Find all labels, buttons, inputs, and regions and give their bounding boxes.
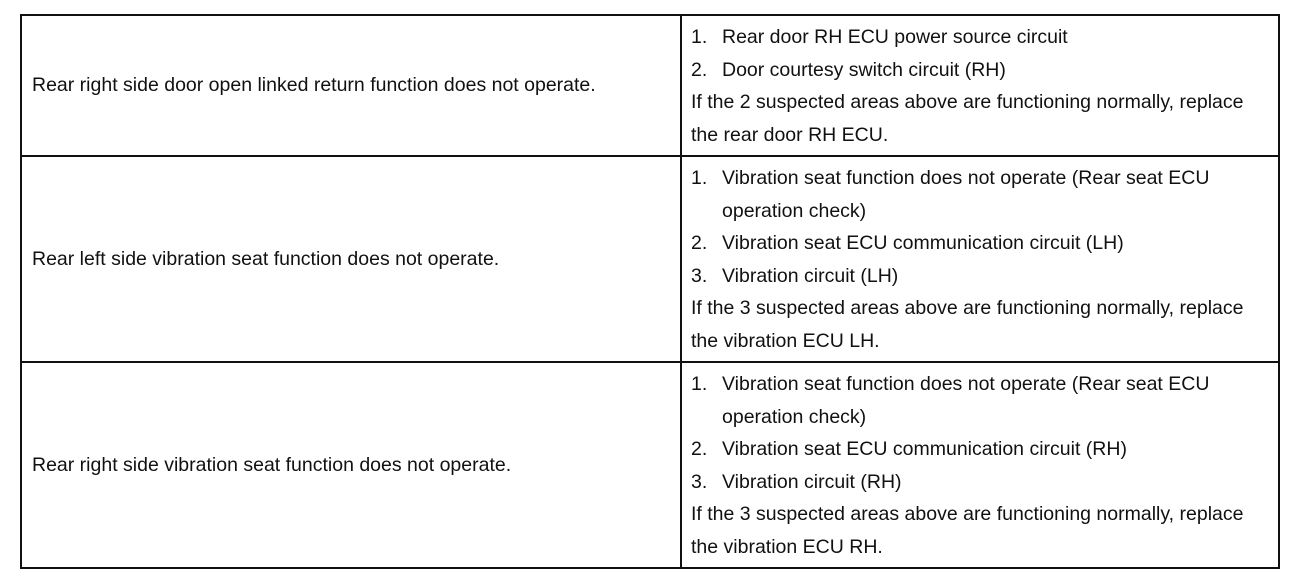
suspected-areas-cell: [681, 15, 1279, 156]
item-number: 2.: [691, 438, 708, 460]
list-item: [691, 21, 1268, 54]
replacement-note: If the 3 suspected areas above are functioning normally, replace the vibration ECU RH.: [691, 503, 1244, 558]
list-item: [691, 162, 1268, 227]
table-row: [21, 156, 1279, 362]
suspected-areas-cell: [681, 156, 1279, 362]
symptom-text: Rear left side vibration seat function does not operate.: [32, 247, 500, 270]
list-item: [691, 54, 1268, 87]
replacement-note: If the 3 suspected areas above are functioning normally, replace the vibration ECU LH.: [691, 297, 1244, 352]
replacement-note: If the 2 suspected areas above are functioning normally, replace the rear door RH ECU.: [691, 91, 1244, 146]
item-number: 2.: [691, 232, 708, 254]
item-text: Vibration circuit (RH): [722, 470, 902, 493]
symptom-text: Rear right side vibration seat function does not operate.: [32, 453, 512, 476]
list-item: [691, 260, 1268, 293]
item-text: Vibration seat function does not operate (Rear seat ECU operation check): [722, 373, 1210, 428]
item-text: Vibration circuit (LH): [722, 264, 899, 287]
symptom-table: [20, 14, 1280, 569]
symptom-cell: [21, 156, 681, 362]
item-text: Door courtesy switch circuit (RH): [722, 58, 1006, 81]
list-item: [691, 433, 1268, 466]
symptom-cell: [21, 15, 681, 156]
item-text: Vibration seat ECU communication circuit (LH): [722, 232, 1124, 254]
item-number: 3.: [691, 470, 708, 493]
list-item: [691, 466, 1268, 499]
item-number: 1.: [691, 26, 708, 48]
symptom-text: Rear right side door open linked return function does not operate.: [32, 74, 596, 97]
symptom-cell: [21, 362, 681, 568]
list-item: [691, 368, 1268, 433]
table-row: [21, 362, 1279, 568]
item-text: Vibration seat function does not operate (Rear seat ECU operation check): [722, 167, 1210, 222]
item-number: 2.: [691, 58, 708, 81]
item-text: Rear door RH ECU power source circuit: [722, 26, 1068, 48]
list-item: [691, 227, 1268, 260]
item-number: 3.: [691, 264, 708, 287]
item-number: 1.: [691, 373, 708, 395]
table-row: [21, 15, 1279, 156]
item-text: Vibration seat ECU communication circuit (RH): [722, 438, 1127, 460]
suspected-areas-cell: [681, 362, 1279, 568]
item-number: 1.: [691, 167, 708, 189]
